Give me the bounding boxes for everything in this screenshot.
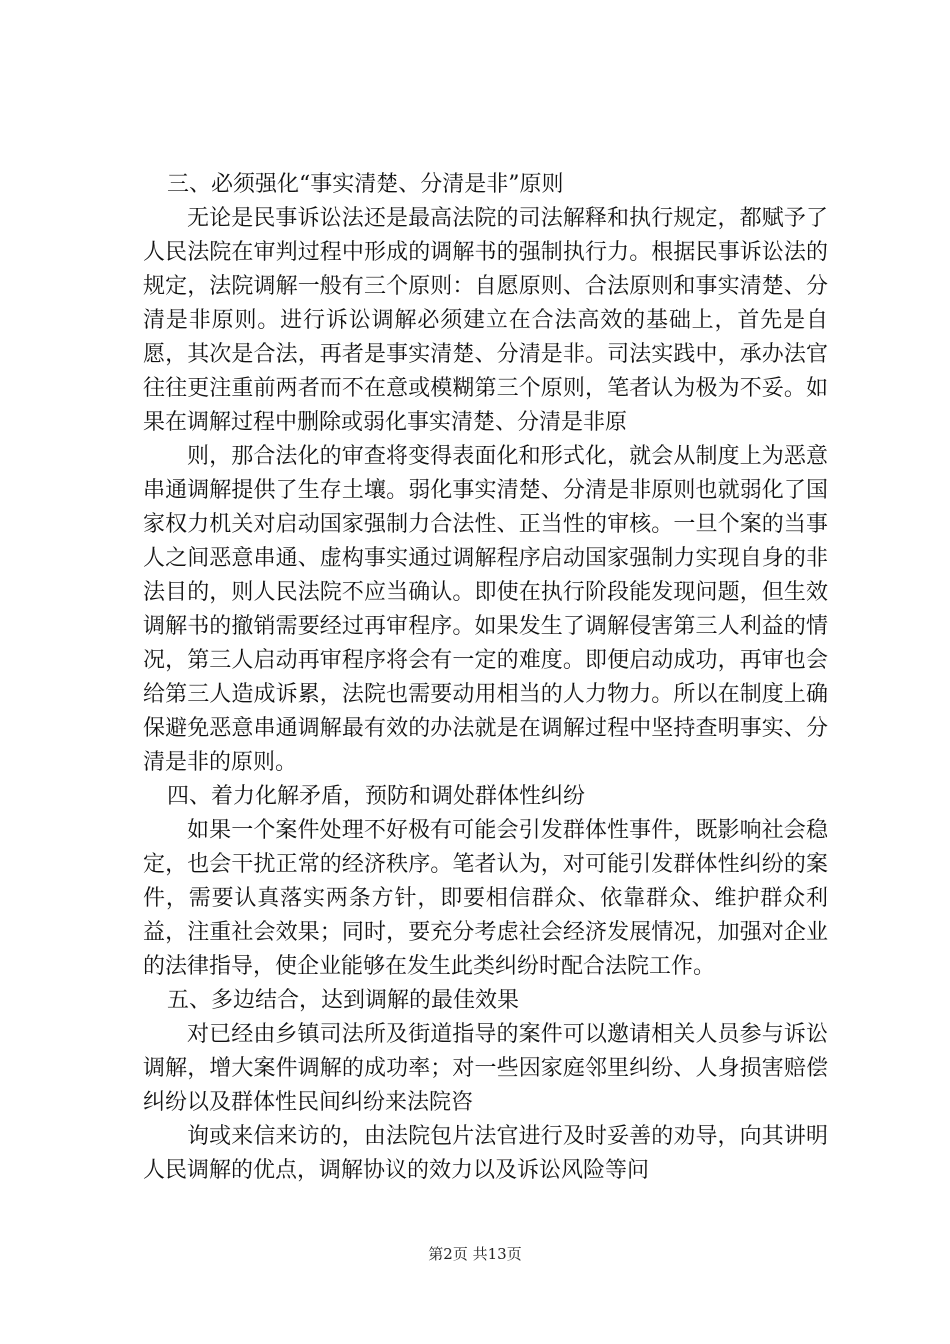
section-heading-5: 五、多边结合，达到调解的最佳效果: [167, 988, 520, 1013]
section-heading-3: 三、必须强化“事实清楚、分清是非”原则: [167, 172, 564, 197]
document-body: [143, 168, 828, 1188]
body-paragraph: 则，那合法化的审查将变得表面化和形式化，就会从制度上为恶意串通调解提供了生存土壤。弱化事实清楚、分清是非原则也就弱化了国家权力机关对启动国家强制力合法性、正当性的审核。一旦个案的当事人之间恶意串通、虚构事实通过调解程序启动国家强制力实现自身的非法目的，则人民法院不应当确认。即使在执行阶段能发现问题，但生效调解书的撤销需要经过再审程序。如果发生了调解侵害第三人利益的情况，第三人启动再审程序将会有一定的难度。即便启动成功，再审也会给第三人造成诉累，法院也需要动用相当的人力物力。所以在制度上确保避免恶意串通调解最有效的办法就是在调解过程中坚持查明事实、分清是非的原则。: [143, 444, 828, 775]
body-paragraph: 询或来信来访的，由法院包片法官进行及时妥善的劝导，向其讲明人民调解的优点，调解协议的效力以及诉讼风险等问: [143, 1124, 828, 1183]
body-paragraph: 对已经由乡镇司法所及街道指导的案件可以邀请相关人员参与诉讼调解，增大案件调解的成功率；对一些因家庭邻里纠纷、人身损害赔偿纠纷以及群体性民间纠纷来法院咨: [143, 1022, 828, 1115]
body-paragraph: 如果一个案件处理不好极有可能会引发群体性事件，既影响社会稳定，也会干扰正常的经济秩序。笔者认为，对可能引发群体性纠纷的案件，需要认真落实两条方针，即要相信群众、依靠群众、维护群众利益，注重社会效果；同时，要充分考虑社会经济发展情况，加强对企业的法律指导，使企业能够在发生此类纠纷时配合法院工作。: [143, 818, 828, 979]
body-paragraph: 无论是民事诉讼法还是最高法院的司法解释和执行规定，都赋予了人民法院在审判过程中形成的调解书的强制执行力。根据民事诉讼法的规定，法院调解一般有三个原则：自愿原则、合法原则和事实清楚、分清是非原则。进行诉讼调解必须建立在合法高效的基础上，首先是自愿，其次是合法，再者是事实清楚、分清是非。司法实践中，承办法官往往更注重前两者而不在意或模糊第三个原则，笔者认为极为不妥。如果在调解过程中删除或弱化事实清楚、分清是非原: [143, 206, 828, 435]
section-heading-4: 四、着力化解矛盾，预防和调处群体性纠纷: [167, 784, 586, 809]
page-number-footer: 第2页 共13页: [428, 1245, 522, 1263]
